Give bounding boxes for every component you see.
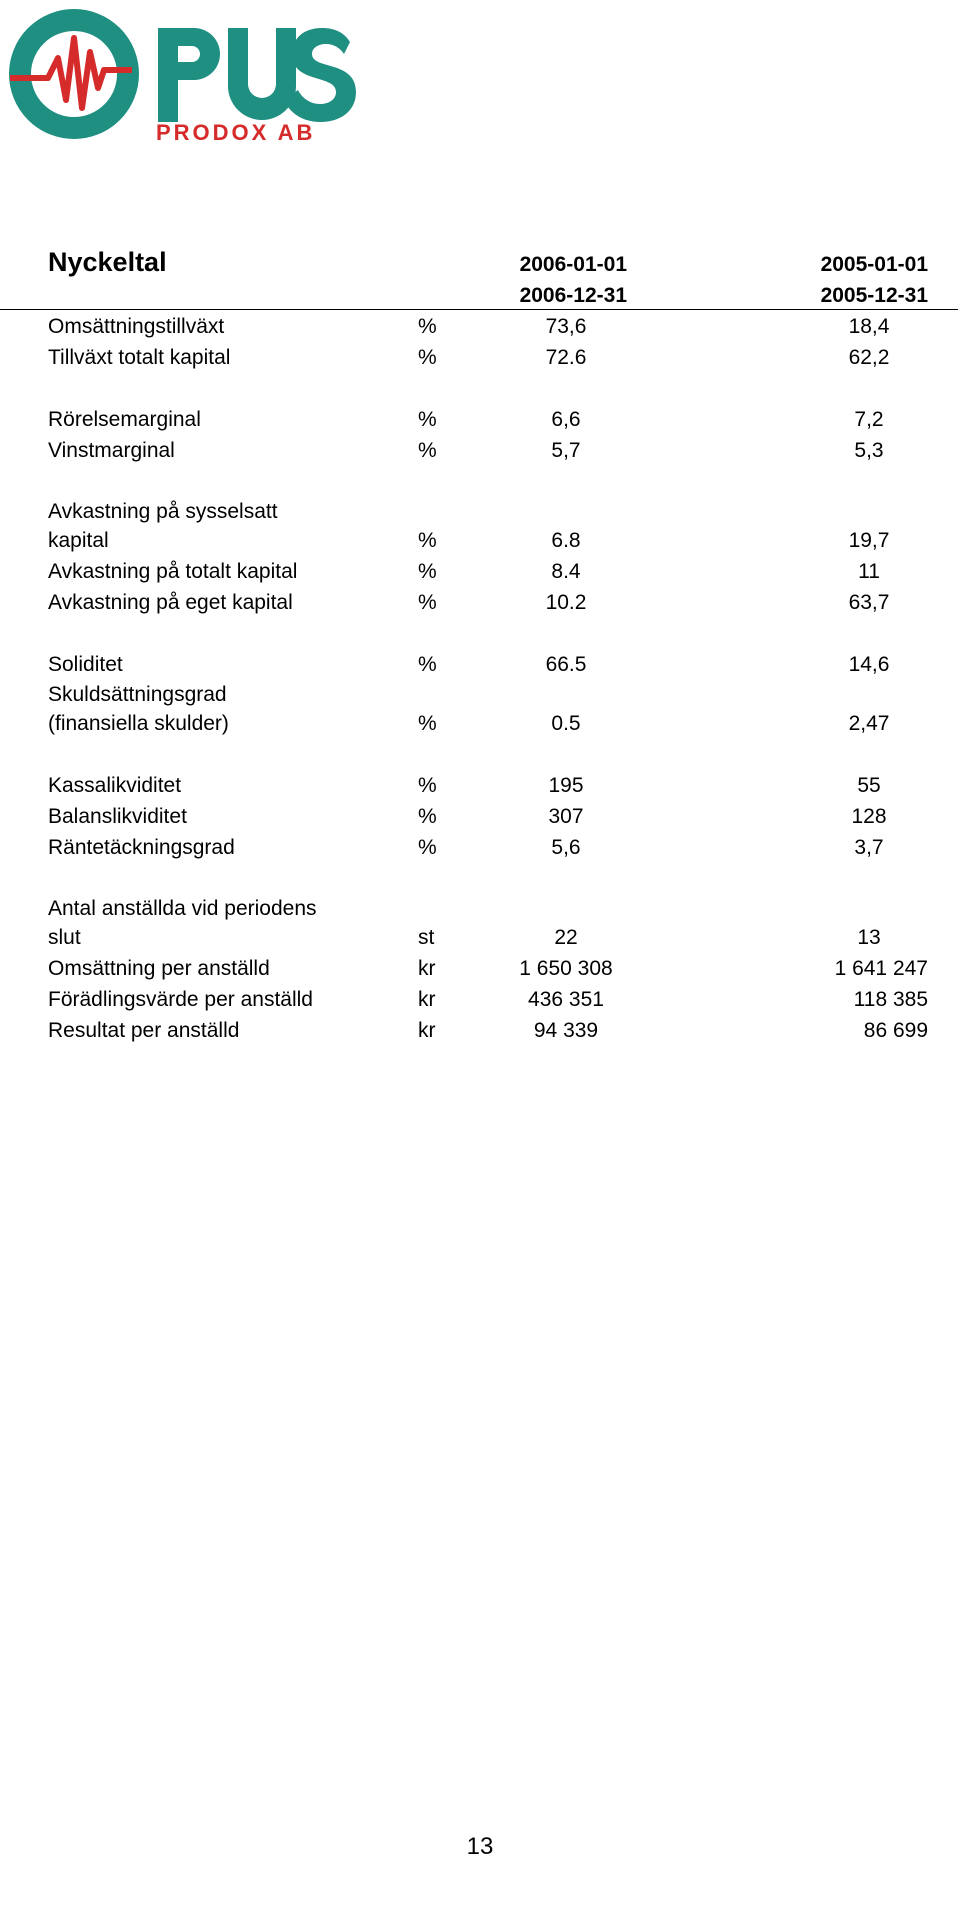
row-value-2006: 436 351 [528, 988, 604, 1011]
row-unit: % [418, 529, 437, 552]
row-unit: st [418, 926, 435, 949]
row-label: Resultat per anställd [48, 1019, 240, 1042]
row-value-2005: 13 [857, 926, 881, 949]
row-value-2006: 72.6 [545, 346, 587, 369]
period-b-header [821, 249, 928, 311]
row-spacer [0, 863, 960, 894]
row-value-2005: 7,2 [854, 408, 884, 431]
row-label: Rörelsemarginal [48, 408, 201, 431]
row-label-line-1: Avkastning på sysselsatt [48, 500, 278, 523]
row-unit: % [418, 653, 437, 676]
row-unit: kr [418, 957, 436, 980]
row-value-2006: 66.5 [545, 653, 587, 676]
row-value-2006: 8.4 [551, 560, 581, 583]
row-spacer [0, 373, 960, 404]
period-b-start: 2005-01-01 [820, 253, 928, 276]
row-label: Räntetäckningsgrad [48, 836, 235, 859]
row-value-2005: 18,4 [848, 315, 890, 338]
row-value-2005: 63,7 [848, 591, 890, 614]
row-value-2006: 5,6 [551, 836, 581, 859]
row-label-line-2: slut [48, 926, 81, 949]
row-label: Förädlingsvärde per anställd [48, 988, 313, 1011]
table-row [0, 556, 960, 587]
period-a-header [520, 249, 627, 311]
table-row [0, 587, 960, 618]
row-label-line-1: Antal anställda vid periodens [48, 897, 317, 920]
row-label: Soliditet [48, 653, 123, 676]
row-label [48, 497, 278, 555]
row-value-2006: 6,6 [551, 408, 581, 431]
row-unit: kr [418, 1019, 436, 1042]
table-row [0, 497, 960, 556]
period-b-end: 2005-12-31 [820, 284, 928, 307]
table-row [0, 770, 960, 801]
table-row [0, 680, 960, 739]
row-label: Balanslikviditet [48, 805, 187, 828]
row-value-2005: 19,7 [848, 529, 890, 552]
key-figures-table [0, 243, 960, 1042]
row-value-2005: 3,7 [854, 836, 884, 859]
row-label: Avkastning på eget kapital [48, 591, 293, 614]
table-row [0, 984, 960, 1015]
table-row [0, 1015, 960, 1046]
row-value-2006: 195 [548, 774, 584, 797]
row-unit: % [418, 712, 437, 735]
row-label: Kassalikviditet [48, 774, 182, 797]
row-value-2006: 73,6 [545, 315, 587, 338]
row-label [48, 894, 317, 952]
row-unit: % [418, 836, 437, 859]
row-value-2006: 307 [548, 805, 584, 828]
row-unit: % [418, 774, 437, 797]
row-value-2005: 86 699 [863, 1019, 928, 1042]
row-value-2005: 118 385 [853, 988, 928, 1011]
row-label-line-1: Skuldsättningsgrad [48, 683, 227, 706]
row-spacer [0, 739, 960, 770]
row-spacer [0, 618, 960, 649]
row-unit: % [418, 408, 437, 431]
row-value-2005: 128 [851, 805, 887, 828]
table-row [0, 801, 960, 832]
table-header [0, 243, 960, 309]
row-value-2005: 14,6 [848, 653, 890, 676]
company-logo [8, 8, 358, 148]
table-body [0, 311, 960, 1046]
table-row [0, 404, 960, 435]
table-row [0, 342, 960, 373]
row-unit: % [418, 315, 437, 338]
row-unit: % [418, 805, 437, 828]
row-label-line-2: (finansiella skulder) [48, 712, 229, 735]
row-value-2006: 10.2 [545, 591, 587, 614]
table-row [0, 832, 960, 863]
row-label: Avkastning på totalt kapital [48, 560, 298, 583]
row-value-2006: 5,7 [551, 439, 581, 462]
row-label-line-2: kapital [48, 529, 109, 552]
table-row [0, 435, 960, 466]
header-divider [0, 309, 958, 310]
row-value-2005: 11 [858, 560, 880, 583]
table-row [0, 649, 960, 680]
row-unit: % [418, 346, 437, 369]
row-value-2006: 6.8 [551, 529, 581, 552]
row-label: Omsättning per anställd [48, 957, 270, 980]
logo-letter-u [228, 28, 296, 120]
row-value-2006: 22 [554, 926, 578, 949]
row-value-2006: 94 339 [533, 1019, 599, 1042]
row-label: Omsättningstillväxt [48, 315, 225, 338]
row-label [48, 680, 229, 738]
table-title: Nyckeltal [48, 247, 167, 277]
row-value-2005: 5,3 [854, 439, 884, 462]
row-unit: % [418, 439, 437, 462]
row-spacer [0, 466, 960, 497]
row-value-2005: 62,2 [848, 346, 890, 369]
page-number: 13 [466, 1833, 494, 1860]
logo-letter-p [158, 28, 220, 122]
row-unit: % [418, 591, 437, 614]
row-value-2005: 1 641 247 [834, 957, 928, 980]
row-value-2006: 1 650 308 [519, 957, 613, 980]
row-label: Vinstmarginal [48, 439, 175, 462]
period-a-end: 2006-12-31 [519, 284, 627, 307]
period-a-start: 2006-01-01 [519, 253, 627, 276]
table-row [0, 953, 960, 984]
row-value-2005: 55 [857, 774, 881, 797]
row-value-2006: 0.5 [551, 712, 581, 735]
table-row [0, 311, 960, 342]
row-label: Tillväxt totalt kapital [48, 346, 231, 369]
row-unit: kr [418, 988, 436, 1011]
table-row [0, 894, 960, 953]
logo-subtitle: PRODOX AB [156, 120, 316, 145]
row-value-2005: 2,47 [848, 712, 890, 735]
row-unit: % [418, 560, 437, 583]
